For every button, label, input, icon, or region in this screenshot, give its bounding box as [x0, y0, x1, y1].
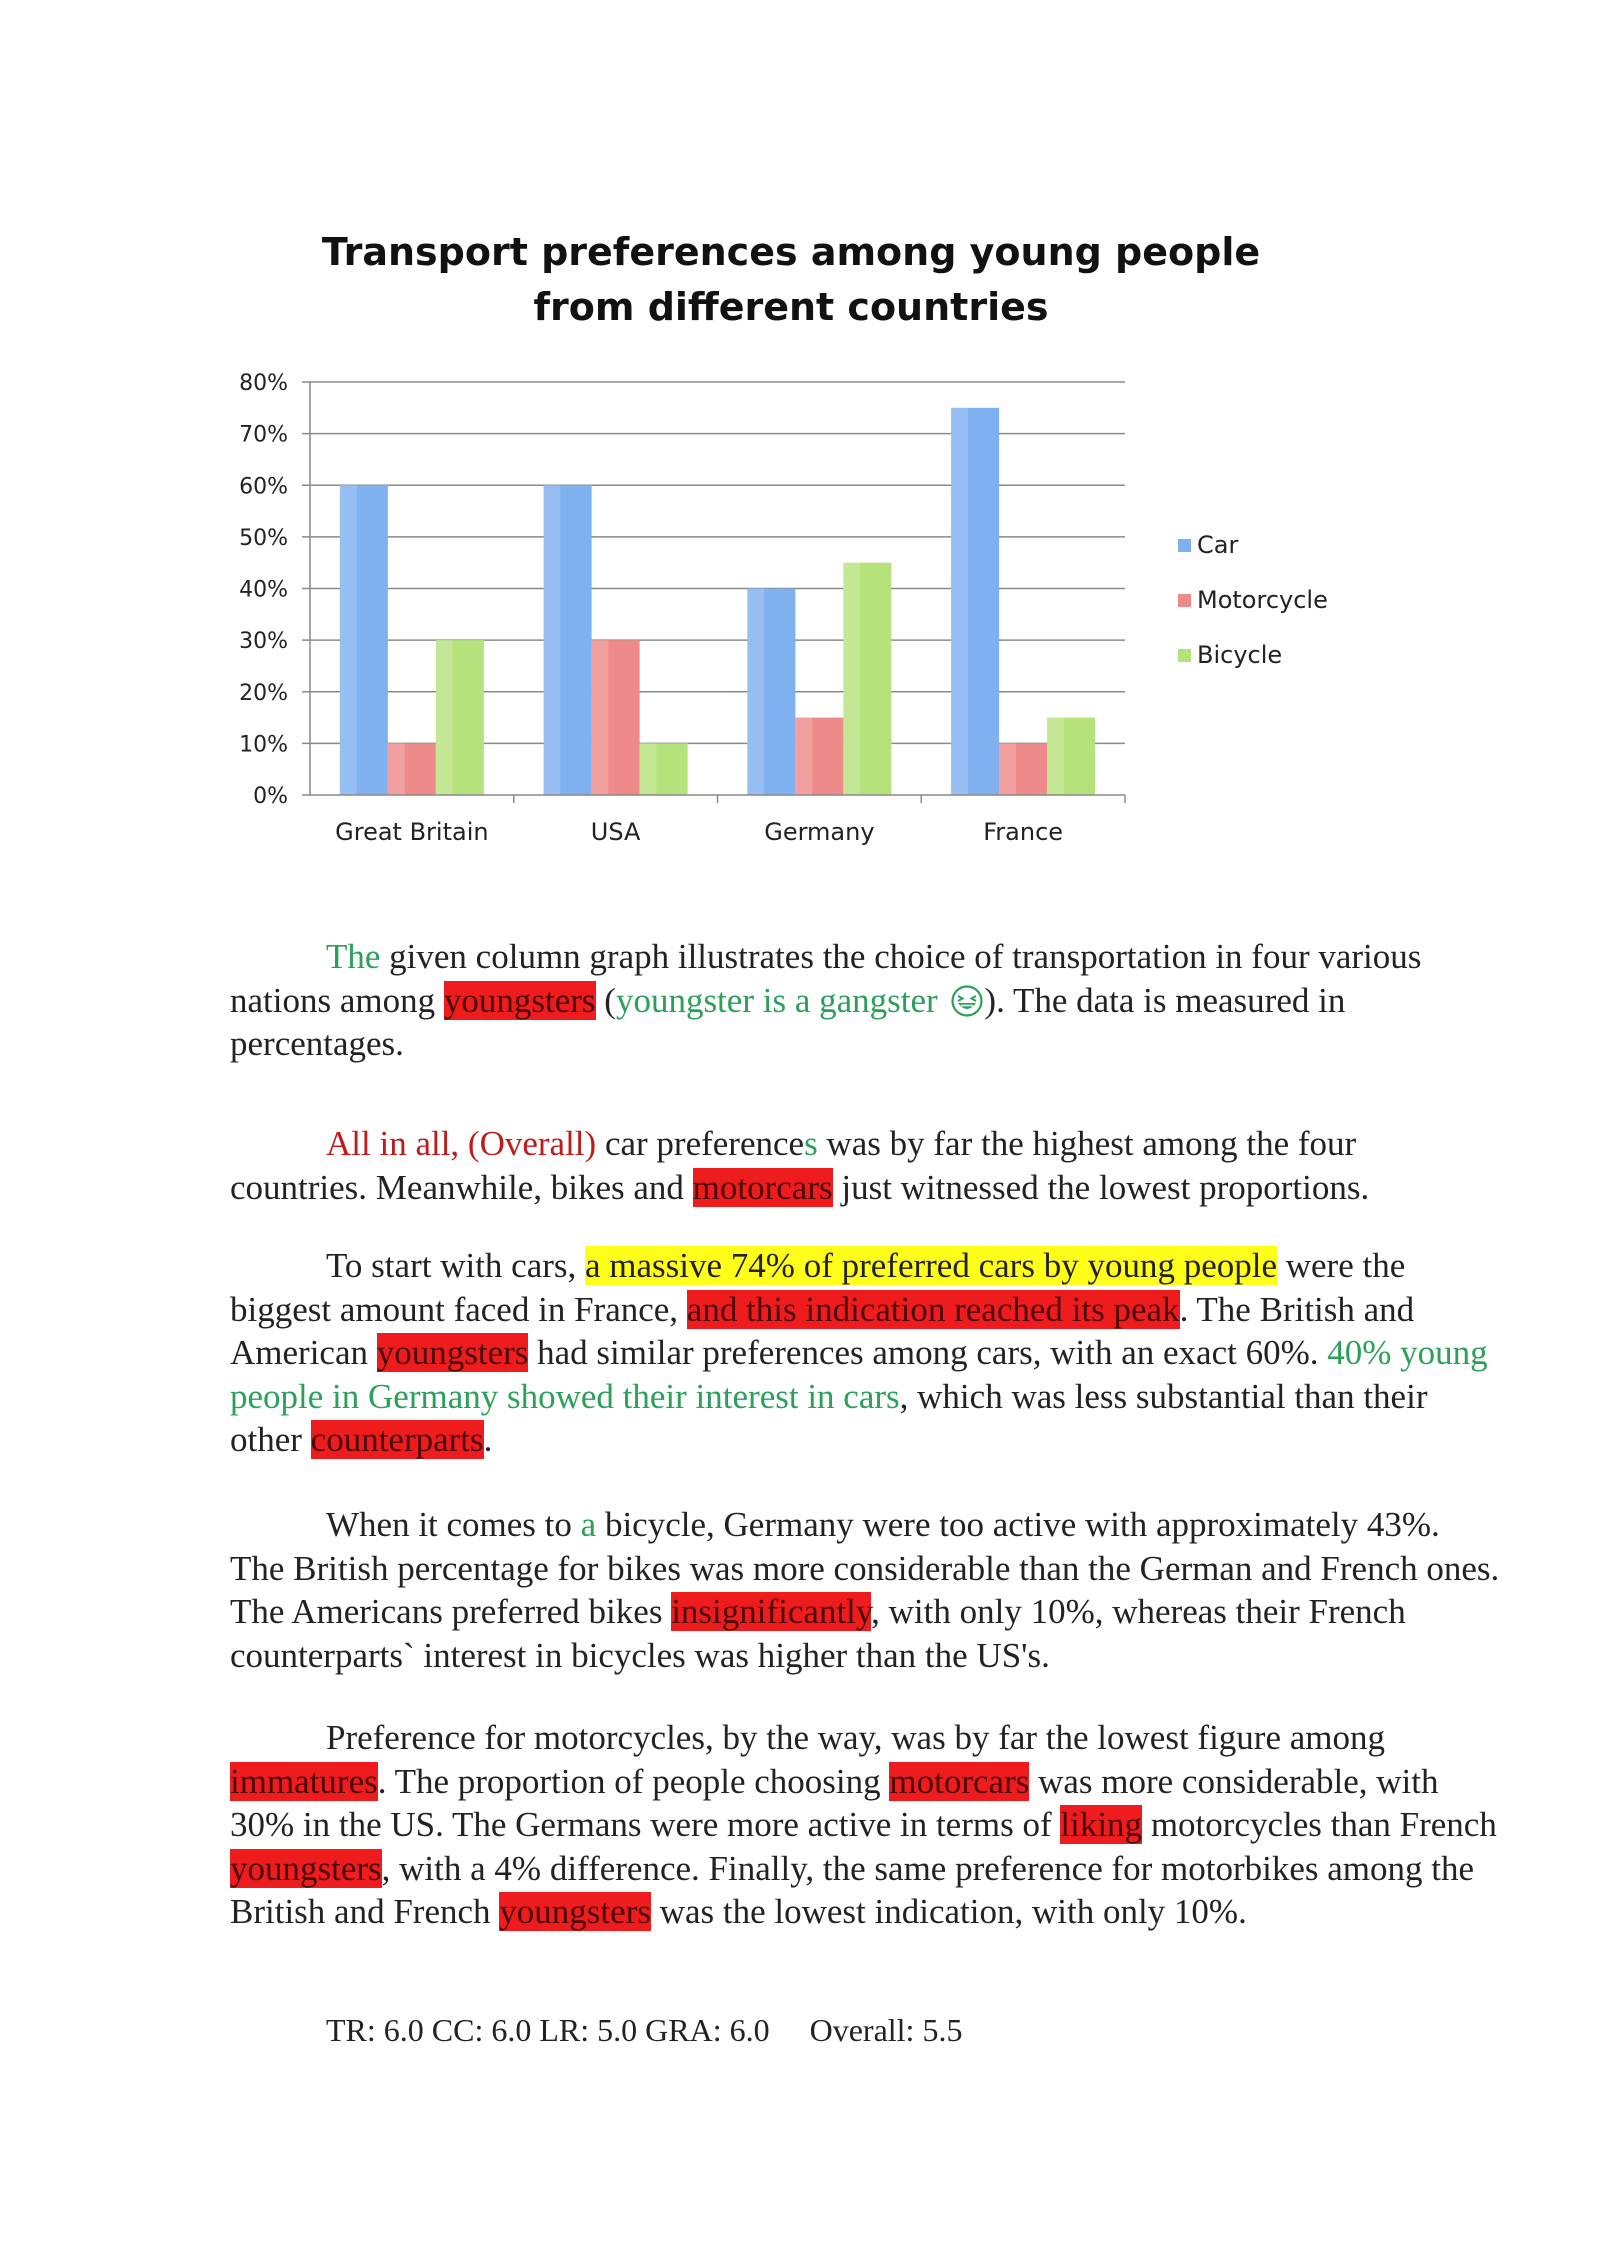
text-run: was by far the highest among the four countries. Meanwhile, bikes and	[230, 1124, 1357, 1207]
chart-title-line-1: Transport preferences among young people	[321, 230, 1261, 274]
bars	[340, 408, 1095, 795]
text-run: Preference for motorcycles, by the way, was by far the lowest figure among	[326, 1718, 1386, 1757]
legend-label: Motorcycle	[1197, 586, 1328, 614]
text-run: , with only 10%, whereas their French counterparts` interest in bicycles was higher than the US's.	[230, 1592, 1406, 1675]
highlight-red: immatures	[230, 1761, 378, 1801]
text-run: , which was less substantial than their other	[230, 1376, 1428, 1459]
text-run: car preference	[596, 1124, 805, 1163]
highlight-red: liking	[1060, 1805, 1143, 1844]
highlight-red: youngsters	[376, 1333, 529, 1372]
legend-label: Bicycle	[1197, 641, 1283, 669]
bar-sheen	[795, 718, 812, 795]
chart-title-line-2: from different countries	[533, 285, 1049, 329]
bar-sheen	[340, 485, 357, 795]
bar-sheen	[747, 589, 764, 796]
text-run: . The British and American	[230, 1289, 1415, 1372]
correction-green: s	[804, 1124, 818, 1163]
highlight-red: youngsters	[499, 1892, 651, 1931]
text-run: was the lowest indication, with only 10%.	[650, 1892, 1247, 1931]
text-run: When it comes to	[326, 1505, 581, 1544]
highlight-red: counterparts	[310, 1420, 484, 1459]
bar-sheen	[999, 743, 1016, 795]
bar-sheen	[951, 408, 968, 795]
essay-paragraph-bicycles	[230, 1503, 1500, 1677]
highlight-red: insignificantly	[671, 1592, 872, 1631]
y-tick-label: 80%	[239, 371, 288, 396]
grinning-squinting-face-icon	[950, 984, 984, 1018]
correction-red: All in all, (Overall)	[326, 1124, 597, 1163]
axes	[310, 382, 1125, 803]
correction-green: 40% young people in Germany showed their interest in cars	[230, 1333, 1488, 1416]
y-tick-label: 50%	[239, 525, 288, 551]
bar-sheen	[592, 640, 609, 795]
y-tick-label: 10%	[239, 732, 288, 758]
legend-label: Car	[1197, 531, 1239, 559]
bar-sheen	[388, 743, 405, 795]
text-run: .	[483, 1420, 493, 1459]
text-run: given column graph illustrates the choice of transportation in four various nations among	[230, 937, 1422, 1020]
band-scores: TR: 6.0 CC: 6.0 LR: 5.0 GRA: 6.0 Overall: 5.5	[326, 2012, 963, 2048]
x-category-label: Germany	[764, 818, 875, 846]
text-run: ). The data is measured in percentages.	[230, 980, 1346, 1063]
x-category-label: USA	[590, 818, 641, 846]
legend-swatch	[1178, 594, 1191, 607]
text-run: was more considerable, with 30% in the US. The Germans were more active in terms of	[230, 1761, 1439, 1844]
bar-sheen	[544, 485, 561, 795]
correction-green: a	[580, 1505, 597, 1544]
highlight-red: motorcars	[889, 1761, 1030, 1801]
y-tick-label: 30%	[239, 629, 288, 655]
text-run: To start with cars,	[326, 1246, 586, 1285]
text-run: . The proportion of people choosing	[377, 1761, 890, 1801]
text-run: (	[595, 980, 616, 1020]
y-tick-label: 0%	[253, 784, 288, 809]
highlight-red: motorcars	[692, 1167, 833, 1207]
text-run: motorcycles than French	[1142, 1805, 1497, 1844]
text-run: were the biggest amount faced in France,	[230, 1246, 1406, 1329]
bar-sheen	[843, 563, 860, 795]
gridlines	[302, 382, 1125, 795]
x-category-label: France	[983, 818, 1064, 846]
highlight-red: and this indication reached its peak	[686, 1289, 1180, 1329]
text-run: had similar preferences among cars, with an exact 60%.	[528, 1333, 1328, 1372]
essay-paragraph-motorcycles	[230, 1716, 1500, 1934]
highlight-red: youngsters	[230, 1848, 382, 1888]
bar-sheen	[640, 743, 657, 795]
essay-paragraph-overview	[230, 1122, 1500, 1209]
legend	[1178, 531, 1328, 669]
bar-chart	[220, 220, 1360, 870]
text-run: just witnessed the lowest proportions.	[832, 1167, 1370, 1207]
essay-paragraph-cars	[230, 1244, 1500, 1462]
y-tick-label: 70%	[239, 422, 288, 448]
bar-sheen	[436, 640, 453, 795]
chart-canvas	[220, 220, 1360, 870]
bar-sheen	[1047, 718, 1064, 795]
text-run: , with a 4% difference. Finally, the same preference for motorbikes among the British and French	[230, 1848, 1475, 1931]
comment-green: youngster is a gangster	[615, 980, 938, 1020]
y-tick-label: 60%	[239, 474, 288, 500]
highlight-yellow: a massive 74% of preferred cars by young people	[585, 1246, 1277, 1285]
essay-paragraph-intro	[230, 935, 1500, 1066]
text-run: bicycle, Germany were too active with approximately 43%. The British percentage for bikes was more considerable than the German and French ones. The Americans preferred bikes	[230, 1505, 1500, 1631]
legend-swatch	[1178, 539, 1191, 552]
highlight-red: youngsters	[443, 980, 596, 1020]
legend-swatch	[1178, 649, 1191, 662]
x-category-label: Great Britain	[335, 818, 489, 846]
y-tick-label: 20%	[239, 680, 288, 706]
y-tick-label: 40%	[239, 577, 288, 603]
x-axis-category-labels	[335, 818, 1063, 846]
y-axis-tick-labels	[239, 371, 288, 809]
correction-green: The	[326, 937, 381, 976]
